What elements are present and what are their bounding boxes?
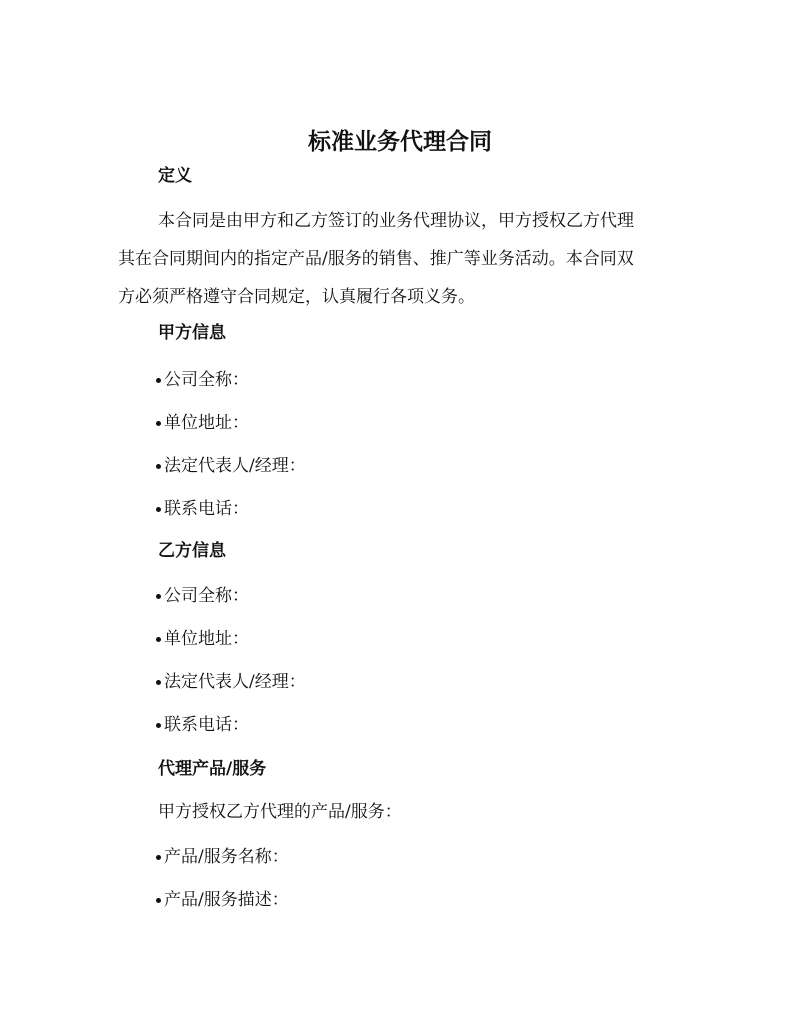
- party-a-field-label: 联系电话：: [164, 499, 249, 519]
- document-title: 标准业务代理合同: [308, 128, 492, 155]
- definition-line: 本合同是由甲方和乙方签订的业务代理协议，甲方授权乙方代理: [158, 211, 634, 231]
- bullet-icon: [156, 378, 161, 383]
- bullet-icon: [156, 594, 161, 599]
- party-a-list-item: [156, 368, 249, 392]
- bullet-icon: [156, 855, 161, 860]
- bullet-icon: [156, 723, 161, 728]
- definition-line: 其在合同期间内的指定产品/服务的销售、推广等业务活动。本合同双: [118, 249, 634, 269]
- party-a-list-item: [156, 497, 249, 521]
- bullet-icon: [156, 464, 161, 469]
- section-heading-definition: 定义: [158, 166, 192, 186]
- party-b-field-label: 联系电话：: [164, 715, 249, 735]
- party-b-list-item: [156, 713, 249, 737]
- section-heading-party-a: 甲方信息: [158, 323, 226, 343]
- party-b-field-label: 单位地址：: [164, 629, 249, 649]
- products-list-item: [156, 888, 289, 912]
- bullet-icon: [156, 680, 161, 685]
- party-b-field-label: 法定代表人/经理：: [164, 672, 306, 692]
- party-b-field-label: 公司全称：: [164, 586, 249, 606]
- party-a-field-label: 法定代表人/经理：: [164, 456, 306, 476]
- bullet-icon: [156, 898, 161, 903]
- products-list-item: [156, 845, 289, 869]
- party-a-list-item: [156, 454, 306, 478]
- definition-line: 方必须严格遵守合同规定，认真履行各项义务。: [118, 287, 475, 307]
- party-b-list-item: [156, 627, 249, 651]
- bullet-icon: [156, 507, 161, 512]
- products-intro: 甲方授权乙方代理的产品/服务：: [158, 802, 402, 822]
- party-b-list-item: [156, 584, 249, 608]
- definition-paragraph: [118, 202, 684, 316]
- party-a-field-label: 单位地址：: [164, 413, 249, 433]
- products-field-label: 产品/服务描述：: [164, 890, 289, 910]
- party-b-list-item: [156, 670, 306, 694]
- party-a-field-label: 公司全称：: [164, 370, 249, 390]
- section-heading-party-b: 乙方信息: [158, 541, 226, 561]
- bullet-icon: [156, 421, 161, 426]
- section-heading-products: 代理产品/服务: [158, 759, 267, 779]
- products-field-label: 产品/服务名称：: [164, 847, 289, 867]
- bullet-icon: [156, 637, 161, 642]
- party-a-list-item: [156, 411, 249, 435]
